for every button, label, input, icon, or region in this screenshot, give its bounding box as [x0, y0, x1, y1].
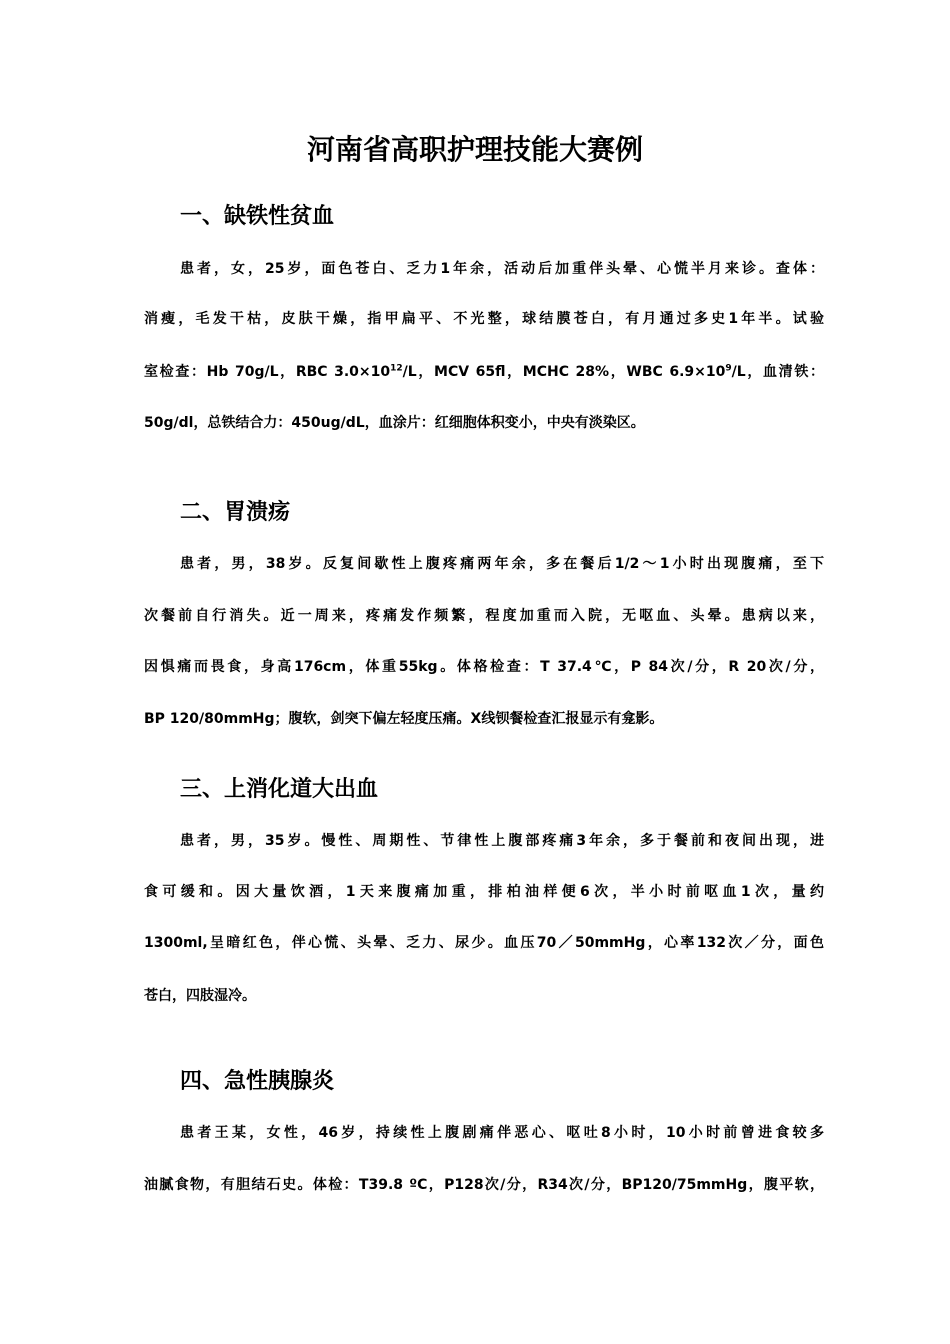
- paragraph-line-lab-values: [144, 361, 824, 383]
- document-title: 河南省高职护理技能大赛例: [306, 133, 643, 166]
- superscript-exponent: 9: [725, 363, 732, 374]
- paragraph-line: 50g/dl，总铁结合力：450ug/dL，血涂片：红细胞体积变小，中央有淡染区。: [144, 415, 645, 431]
- paragraph-line: 食可缓和。因大量饮酒，1天来腹痛加重，排柏油样便6次，半小时前呕血1次，量约: [144, 884, 824, 900]
- section-heading-pancreatitis: 四、急性胰腺炎: [180, 1069, 335, 1094]
- section-heading-gi-bleeding: 三、上消化道大出血: [180, 777, 379, 802]
- paragraph-line: 患者，男，35岁。慢性、周期性、节律性上腹部疼痛3年余，多于餐前和夜间出现，进: [180, 833, 824, 849]
- paragraph-line: 患者，女，25岁，面色苍白、乏力1年余，活动后加重伴头晕、心慌半月来诊。查体：: [180, 261, 824, 277]
- lab-text-middle: /L，MCV 65fl，MCHC 28%，WBC 6.9×10: [402, 364, 726, 380]
- paragraph-line: 因惧痛而畏食，身高176cm，体重55kg。体格检查：T 37.4℃，P 84次/分，R 20次/分，: [144, 659, 824, 675]
- paragraph-line: 患者王某，女性，46岁，持续性上腹剧痛伴恶心、呕吐8小时，10小时前曾进食较多: [180, 1125, 824, 1141]
- paragraph-line: BP 120/80mmHg；腹软，剑突下偏左轻度压痛。X线钡餐检查汇报显示有龛影。: [144, 711, 664, 727]
- section-heading-anemia: 一、缺铁性贫血: [180, 204, 335, 229]
- paragraph-line: 次餐前自行消失。近一周来，疼痛发作频繁，程度加重而入院，无呕血、头晕。患病以来，: [144, 608, 824, 624]
- paragraph-line: 消瘦，毛发干枯，皮肤干燥，指甲扁平、不光整，球结膜苍白，有月通过多史1年半。试验: [144, 311, 824, 327]
- superscript-exponent: 12: [390, 363, 403, 374]
- lab-text-after: /L，血清铁：: [731, 364, 824, 380]
- lab-text-before: 室检查：Hb 70g/L，RBC 3.0×10: [144, 364, 391, 380]
- paragraph-line: 1300ml,呈暗红色，伴心慌、头晕、乏力、尿少。血压70／50mmHg，心率132次／分，面色: [144, 935, 824, 951]
- paragraph-line: 油腻食物，有胆结石史。体检：T39.8 ºC，P128次/分，R34次/分，BP120/75mmHg，腹平软，: [144, 1177, 824, 1193]
- paragraph-line: 患者，男，38岁。反复间歇性上腹疼痛两年余，多在餐后1/2～1小时出现腹痛，至下: [180, 556, 824, 572]
- section-heading-gastric-ulcer: 二、胃溃疡: [180, 500, 291, 525]
- paragraph-line: 苍白，四肢湿冷。: [144, 988, 256, 1004]
